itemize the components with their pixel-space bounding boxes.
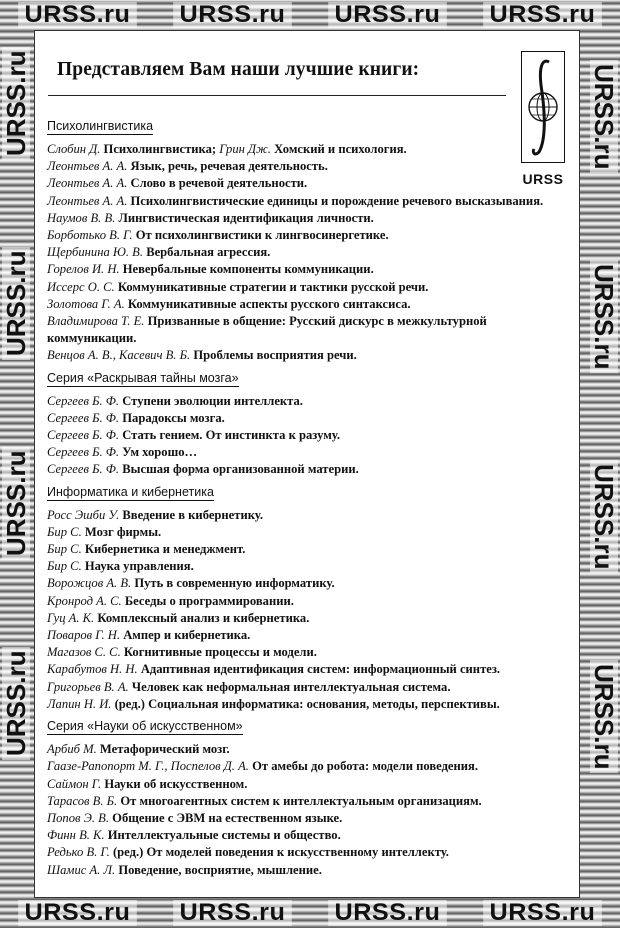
- book-title: Хомский и психология.: [274, 142, 407, 156]
- title-divider: [48, 95, 506, 96]
- urss-logo: URSS.ru: [2, 447, 30, 560]
- book-author: Редько В. Г.: [47, 845, 110, 860]
- list-item: [47, 575, 577, 592]
- list-item: [47, 141, 577, 158]
- list-item: [47, 227, 577, 244]
- book-title: Лингвистическая идентификация личности.: [118, 210, 374, 225]
- list-item: [47, 627, 577, 644]
- book-author: Саймон Г.: [47, 776, 102, 791]
- book-title: коммуникации.: [47, 331, 137, 346]
- book-author: Иссерс О. С.: [47, 279, 115, 294]
- book-author: Гуц А. К.: [47, 610, 95, 625]
- list-item: [47, 696, 577, 713]
- book-title: Когнитивные процессы и модели.: [123, 645, 317, 660]
- book-title: Ампер и кибернетика.: [123, 628, 251, 643]
- section-title: Информатика и кибернетика: [47, 484, 214, 499]
- book-author: Гаазе-Рапопорт М. Г., Поспелов Д. А.: [47, 759, 249, 774]
- book-title: Коммуникативные стратегии и тактики русской речи.: [117, 279, 429, 294]
- list-item: [47, 810, 577, 827]
- book-author: Борботько В. Г.: [47, 228, 133, 243]
- list-item: [47, 461, 577, 478]
- urss-logo: URSS.ru: [18, 900, 137, 926]
- urss-logo: URSS.ru: [590, 260, 618, 373]
- list-item: [47, 296, 577, 313]
- book-title: Психолингвистика;: [103, 142, 217, 156]
- emblem-label: URSS: [522, 171, 564, 187]
- urss-logo: URSS.ru: [483, 900, 602, 926]
- list-item: [47, 210, 577, 227]
- list-item: [47, 758, 577, 775]
- book-title: Мозг фирмы.: [84, 524, 162, 539]
- book-list: [47, 117, 577, 879]
- book-author: Попов Э. В.: [47, 810, 109, 825]
- book-title: Комплексный анализ и кибернетика.: [97, 610, 310, 625]
- book-author: Сергеев Б. Ф.: [47, 393, 120, 408]
- list-item: [47, 261, 577, 278]
- book-title: Коммуникативные аспекты русского синтаксиса.: [127, 296, 411, 311]
- urss-logo: URSS.ru: [18, 2, 137, 28]
- book-author: Слобин Д.: [47, 142, 101, 156]
- book-title: Беседы о программировании.: [124, 593, 294, 608]
- book-author: Сергеев Б. Ф.: [47, 445, 120, 460]
- book-title: Вербальная агрессия.: [146, 245, 271, 260]
- book-title: Наука управления.: [84, 559, 194, 574]
- border-bottom: [0, 898, 620, 928]
- book-author: Леонтьев А. А.: [47, 176, 128, 191]
- book-author: Арбиб М.: [47, 742, 97, 757]
- book-author: Сергеев Б. Ф.: [47, 462, 120, 477]
- urss-logo: URSS.ru: [2, 247, 30, 360]
- book-title: Интеллектуальные системы и общество.: [107, 828, 341, 843]
- book-title: От амебы до робота: модели поведения.: [252, 759, 478, 774]
- urss-logo: URSS.ru: [173, 900, 292, 926]
- book-author: Наумов В. В.: [47, 210, 116, 225]
- urss-logo: URSS.ru: [173, 2, 292, 28]
- book-author: Карабутов Н. Н.: [47, 662, 138, 677]
- border-top: [0, 0, 620, 30]
- list-item: [47, 862, 577, 879]
- section-title: Серия «Науки об искусственном»: [47, 719, 243, 734]
- list-item: [47, 158, 577, 175]
- book-author: Финн В. К.: [47, 828, 105, 843]
- book-title: Поведение, восприятие, мышление.: [118, 862, 322, 877]
- book-author: Бир С.: [47, 542, 82, 557]
- book-author: Владимирова Т. Е.: [47, 314, 145, 329]
- list-item: [47, 427, 577, 444]
- book-author: Бир С.: [47, 559, 82, 574]
- book-title: Слово в речевой деятельности.: [130, 176, 308, 191]
- book-title: Адаптивная идентификация систем: информационный синтез.: [140, 662, 501, 677]
- book-title: Путь в современную информатику.: [134, 576, 335, 591]
- book-title: Психолингвистические единицы и порождение речевого высказывания.: [130, 193, 544, 208]
- border-right: [588, 30, 620, 898]
- list-item: [47, 193, 577, 210]
- book-title: (ред.) Социальная информатика: основания, методы, перспективы.: [114, 696, 500, 711]
- urss-logo: URSS.ru: [590, 60, 618, 173]
- list-item: [47, 524, 577, 541]
- book-title: Стать гением. От инстинкта к разуму.: [122, 428, 340, 443]
- list-item: [47, 444, 577, 461]
- list-item: [47, 507, 577, 524]
- list-item: [47, 741, 577, 758]
- book-author: Лапин Н. И.: [47, 696, 112, 711]
- book-title: Высшая форма организованной материи.: [122, 462, 359, 477]
- book-title: Кибернетика и менеджмент.: [84, 542, 246, 557]
- book-title: Общение с ЭВМ на естественном языке.: [112, 810, 343, 825]
- book-title: Человек как неформальная интеллектуальная система.: [131, 679, 451, 694]
- book-title: Введение в кибернетику.: [122, 507, 263, 522]
- book-author: Леонтьев А. А.: [47, 159, 128, 174]
- book-title: Призванные в общение: Русский дискурс в межкультурной: [147, 314, 487, 329]
- list-item: [47, 175, 577, 192]
- book-title: Науки об искусственном.: [104, 776, 248, 791]
- list-item: [47, 644, 577, 661]
- book-author: Бир С.: [47, 524, 82, 539]
- list-item: [47, 661, 577, 678]
- list-item: [47, 593, 577, 610]
- book-title: (ред.) От моделей поведения к искусственному интеллекту.: [112, 845, 449, 860]
- list-item: [47, 541, 577, 558]
- urss-logo: URSS.ru: [2, 647, 30, 760]
- book-author: Магазов С. С.: [47, 645, 121, 660]
- urss-logo: URSS.ru: [590, 460, 618, 573]
- book-title: Язык, речь, речевая деятельность.: [130, 159, 328, 174]
- book-title: Проблемы восприятия речи.: [193, 348, 357, 363]
- urss-logo: URSS.ru: [328, 900, 447, 926]
- book-title: От многоагентных систем к интеллектуальным организациям.: [120, 793, 482, 808]
- book-author: Сергеев Б. Ф.: [47, 410, 120, 425]
- list-item: [47, 279, 577, 296]
- book-author: Григорьев В. А.: [47, 679, 129, 694]
- page-title: Представляем Вам наши лучшие книги:: [57, 59, 420, 80]
- section-title: Серия «Раскрывая тайны мозга»: [47, 370, 239, 385]
- book-author: Поваров Г. Н.: [47, 628, 121, 643]
- list-item: [47, 679, 577, 696]
- list-item: [47, 844, 577, 861]
- book-title: Метафорический мозг.: [99, 742, 230, 757]
- urss-logo: URSS.ru: [590, 660, 618, 773]
- list-item: [47, 410, 577, 427]
- list-item: [47, 313, 577, 330]
- book-author: Венцов А. В., Касевич В. Б.: [47, 348, 191, 363]
- book-title: Невербальные компоненты коммуникации.: [122, 262, 374, 277]
- book-author: Шамис А. Л.: [47, 862, 116, 877]
- list-item: [47, 610, 577, 627]
- book-author: Сергеев Б. Ф.: [47, 428, 120, 443]
- book-author: Щербинина Ю. В.: [47, 245, 144, 260]
- book-author: Леонтьев А. А.: [47, 193, 128, 208]
- book-author: Горелов И. Н.: [47, 262, 120, 277]
- book-author: Ворожцов А. В.: [47, 576, 132, 591]
- list-item: [47, 393, 577, 410]
- list-item: [47, 827, 577, 844]
- book-author: Тарасов В. Б.: [47, 793, 118, 808]
- border-left: [0, 30, 32, 898]
- list-item: [47, 347, 577, 364]
- list-item-continuation: [47, 330, 577, 347]
- list-item: [47, 793, 577, 810]
- book-author: Росс Эшби У.: [47, 507, 120, 522]
- list-item: [47, 558, 577, 575]
- list-item: [47, 776, 577, 793]
- section-title: Психолингвистика: [47, 119, 154, 133]
- urss-logo: URSS.ru: [483, 2, 602, 28]
- urss-logo: URSS.ru: [328, 2, 447, 28]
- book-author: Грин Дж.: [219, 142, 271, 156]
- book-title: От психолингвистики к лингвосинергетике.: [135, 228, 389, 243]
- urss-logo: URSS.ru: [2, 47, 30, 160]
- list-item: [47, 244, 577, 261]
- book-author: Золотова Г. А.: [47, 296, 125, 311]
- book-title: Ступени эволюции интеллекта.: [122, 393, 303, 408]
- book-title: Ум хорошо…: [122, 445, 198, 460]
- book-list-panel: [34, 30, 580, 898]
- book-author: Кронрод А. С.: [47, 593, 122, 608]
- book-title: Парадоксы мозга.: [122, 410, 225, 425]
